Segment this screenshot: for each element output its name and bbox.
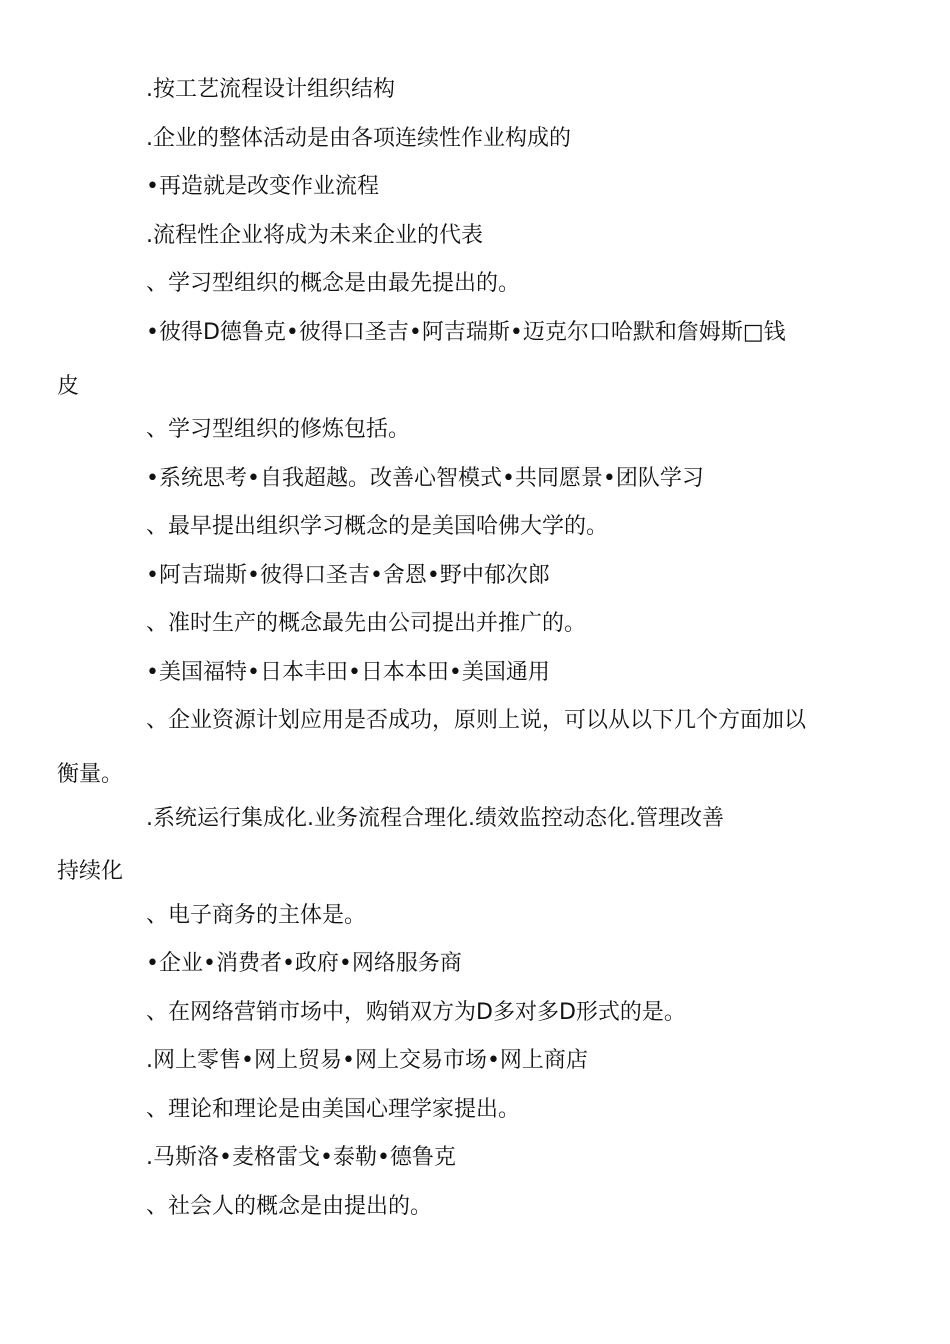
text-line: 、社会人的概念是由提出的。 — [146, 1194, 433, 1219]
text-line: .马斯洛•麦格雷戈•泰勒•德鲁克 — [146, 1145, 456, 1170]
text-line: 、企业资源计划应用是否成功，原则上说，可以从以下几个方面加以 — [146, 708, 807, 733]
text-line: .按工艺流程设计组织结构 — [146, 77, 395, 102]
text-line: 、理论和理论是由美国心理学家提出。 — [146, 1097, 521, 1122]
text-line: •企业•消费者•政府•网络服务商 — [146, 951, 462, 976]
text-line: 、学习型组织的概念是由最先提出的。 — [146, 271, 521, 296]
text-line: •再造就是改变作业流程 — [146, 174, 379, 199]
text-line: 、电子商务的主体是。 — [146, 903, 367, 928]
text-line: 、在网络营销市场中，购销双方为D多对多D形式的是。 — [146, 1000, 686, 1025]
text-line: •系统思考•自我超越。改善心智模式•共同愿景•团队学习 — [146, 466, 704, 491]
text-line: 持续化 — [57, 859, 124, 884]
text-line: •彼得D德鲁克•彼得口圣吉•阿吉瑞斯•迈克尔口哈默和詹姆斯□钱 — [146, 320, 786, 345]
text-line: •阿吉瑞斯•彼得口圣吉•舍恩•野中郁次郎 — [146, 563, 550, 588]
text-line: .网上零售•网上贸易•网上交易市场•网上商店 — [146, 1048, 588, 1073]
text-line: 、最早提出组织学习概念的是美国哈佛大学的。 — [146, 514, 609, 539]
text-line: 衡量。 — [57, 762, 124, 787]
text-line: .流程性企业将成为未来企业的代表 — [146, 223, 483, 248]
text-line: .企业的整体活动是由各项连续性作业构成的 — [146, 126, 571, 151]
text-line: 、学习型组织的修炼包括。 — [146, 417, 411, 442]
text-line: 、准时生产的概念最先由公司提出并推广的。 — [146, 611, 587, 636]
text-line: .系统运行集成化.业务流程合理化.绩效监控动态化.管理改善 — [146, 806, 724, 831]
text-line: 皮 — [57, 374, 80, 399]
text-line: •美国福特•日本丰田•日本本田•美国通用 — [146, 660, 550, 685]
